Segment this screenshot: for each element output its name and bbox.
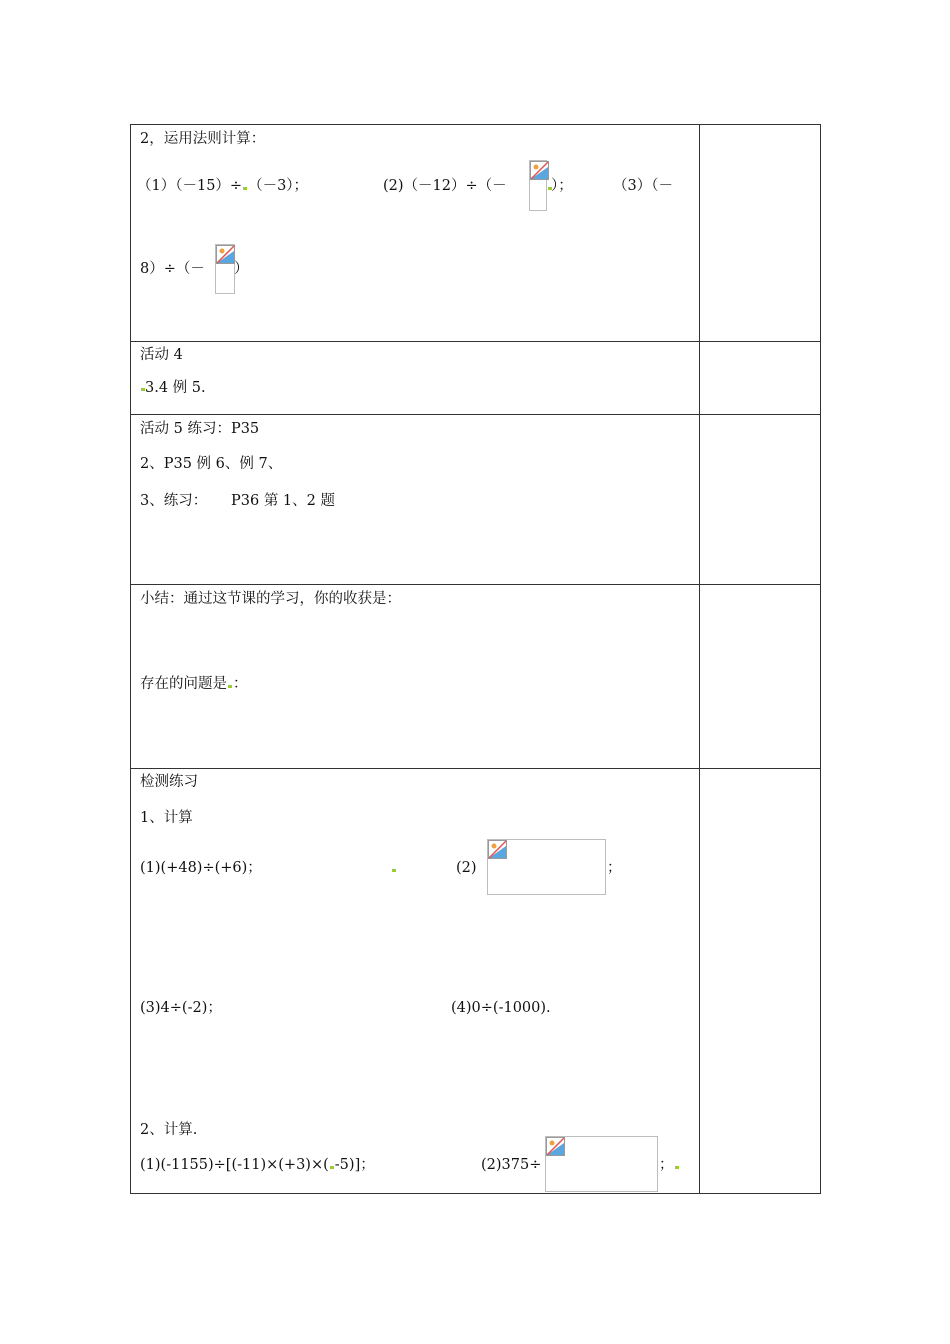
row2-notes [700, 342, 821, 415]
test-q1-b-label: (2) [456, 860, 477, 876]
broken-image-icon [546, 1137, 565, 1156]
row1-heading: 2，运用法则计算： [140, 131, 266, 147]
summary-problems: 存在的问题是 ： [140, 676, 248, 692]
expression-image-placeholder [545, 1136, 658, 1192]
expression-image-placeholder [487, 839, 606, 895]
row-rules-calculation [131, 125, 821, 342]
row1-notes [700, 125, 821, 342]
fraction-image-placeholder [529, 160, 547, 211]
test-q1: 1、计算 [140, 810, 193, 826]
marker-dot [675, 1166, 679, 1169]
test-q1-a: (1)(+48)÷(+6)； [140, 860, 262, 876]
row-summary [131, 585, 821, 769]
row1-problem-1: （1）（－15）÷ （－3）； [137, 178, 309, 194]
marker-dot [243, 187, 247, 190]
test-q2-a: (1)(-1155)÷[(-11)×(+3)×( -5)]； [140, 1157, 375, 1173]
row-test-practice [131, 769, 821, 1194]
test-q1-c: (3)4÷(-2)； [140, 1000, 222, 1016]
row1-problem-2-end: ）； [551, 178, 573, 194]
worksheet-table [130, 124, 821, 1194]
test-q2: 2、计算. [140, 1122, 198, 1138]
row1-problem-2: (2)（－12）÷（－ [383, 178, 507, 194]
row5-notes [700, 769, 821, 1194]
fraction-image-placeholder [215, 244, 235, 294]
marker-dot [228, 685, 232, 688]
test-q2-b: (2)375÷ [481, 1157, 542, 1173]
row2-content [131, 342, 700, 415]
activity-5-title: 活动 5 练习：P35 [140, 421, 260, 437]
activity-5-line-2b: P36 第 1、2 题 [231, 493, 335, 509]
row4-notes [700, 585, 821, 769]
test-title: 检测练习 [140, 774, 198, 790]
worksheet-table-wrapper [130, 124, 820, 1196]
activity-4-line: 3.4 例 5. [145, 380, 206, 396]
marker-dot [330, 1166, 334, 1169]
activity-5-line-1: 2、P35 例 6、例 7、 [140, 456, 283, 472]
broken-image-icon [216, 245, 235, 264]
row-activity-4 [131, 342, 821, 415]
marker-dot [392, 869, 396, 872]
test-q1-b-end: ； [607, 860, 622, 876]
test-q2-b-end: ； [659, 1156, 680, 1174]
row4-content [131, 585, 700, 769]
test-q1-d: (4)0÷(-1000). [451, 1000, 551, 1016]
broken-image-icon [488, 840, 507, 859]
row3-content [131, 415, 700, 585]
row-activity-5 [131, 415, 821, 585]
row1-problem-3-end: ） [234, 261, 249, 277]
summary-gains: 小结：通过这节课的学习，你的收获是： [140, 591, 401, 607]
row1-problem-3-cont: 8）÷（－ [140, 261, 205, 277]
row1-content [131, 125, 700, 342]
activity-4-title: 活动 4 [140, 347, 183, 363]
activity-5-line-2: 3、练习： [140, 493, 208, 509]
row1-problem-3: （3）（－ [613, 178, 673, 194]
row5-content [131, 769, 700, 1194]
broken-image-icon [530, 161, 549, 180]
row3-notes [700, 415, 821, 585]
